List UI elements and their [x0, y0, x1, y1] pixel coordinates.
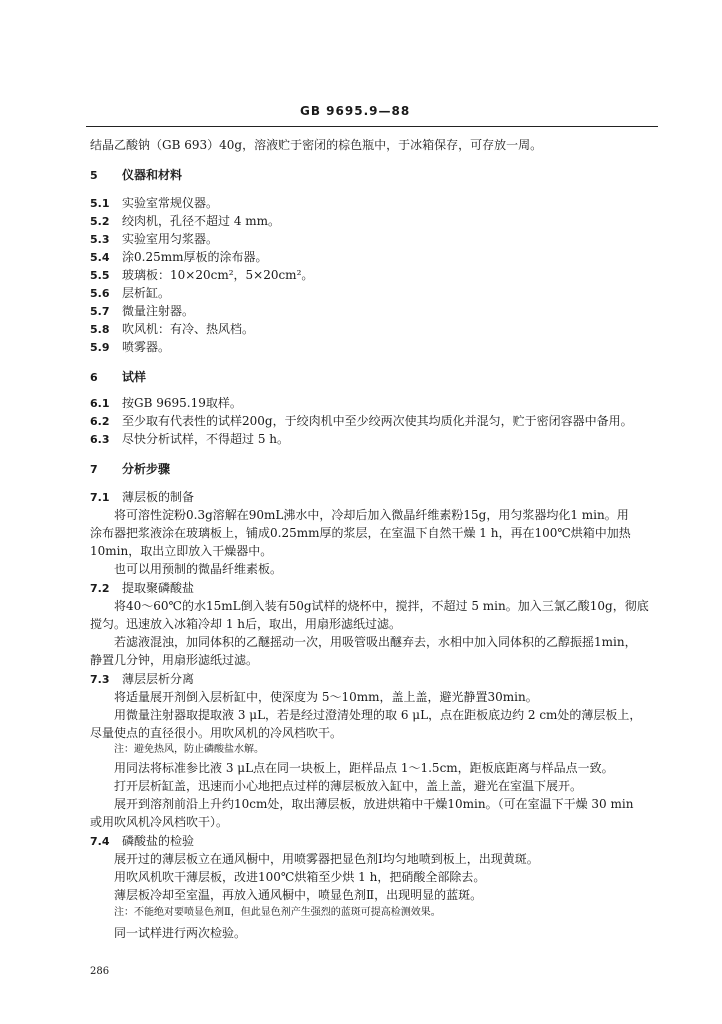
- paragraph-line: 将40～60℃的水15mL倒入装有50g试样的烧杯中，搅拌，不超过 5 min。加入三氯乙酸10g，彻底: [114, 599, 649, 613]
- subsection-number: 7.3: [90, 673, 110, 686]
- section-number: 5: [90, 169, 98, 182]
- list-item-5-2: [90, 214, 280, 229]
- section-6-heading: [90, 370, 146, 385]
- list-item-6-3: [90, 432, 289, 447]
- item-text: 吹风机：有冷、热风档。: [122, 322, 255, 336]
- item-text: 至少取有代表性的试样200g，于绞肉机中至少绞两次使其均质化并混匀，贮于密闭容器中备用。: [122, 414, 633, 428]
- item-text: 层析缸。: [122, 286, 171, 300]
- item-number: 5.9: [90, 341, 110, 354]
- paragraph-line: 用同法将标准参比液 3 μL点在同一块板上，距样品点 1～1.5cm，距板底距离与样品点一致。: [114, 761, 614, 775]
- subsection-number: 7.1: [90, 491, 110, 504]
- section-title: 试样: [122, 370, 147, 384]
- item-text: 尽快分析试样，不得超过 5 h。: [122, 432, 289, 446]
- paragraph-line: 薄层板冷却至室温，再放入通风橱中，喷显色剂Ⅱ，出现明显的蓝斑。: [114, 888, 483, 902]
- paragraph-line: 打开层析缸盖，迅速而小心地把点过样的薄层板放入缸中，盖上盖，避光在室温下展开。: [114, 779, 583, 793]
- item-text: 玻璃板：10×20cm²，5×20cm²。: [122, 268, 314, 282]
- item-text: 涂0.25mm厚板的涂布器。: [122, 250, 268, 264]
- section-7-heading: [90, 462, 170, 477]
- subsection-7-1-heading: [90, 490, 194, 505]
- page-number: 286: [90, 966, 110, 977]
- header-rule: [86, 126, 658, 127]
- paragraph-line: 同一试样进行两次检验。: [114, 926, 247, 940]
- item-number: 6.2: [90, 415, 110, 428]
- list-item-5-5: [90, 268, 313, 283]
- note-line: 注：避免热风，防止磷酸盐水解。: [114, 744, 264, 755]
- subsection-number: 7.4: [90, 835, 110, 848]
- list-item-5-6: [90, 286, 170, 301]
- item-text: 绞肉机，孔径不超过 4 mm。: [122, 214, 281, 228]
- item-number: 5.5: [90, 269, 110, 282]
- list-item-5-8: [90, 322, 254, 337]
- subsection-7-4-heading: [90, 834, 194, 849]
- section-title: 仪器和材料: [122, 168, 183, 182]
- item-number: 5.8: [90, 323, 110, 336]
- item-number: 5.1: [90, 197, 110, 210]
- paragraph-line: 将适量展开剂倒入层析缸中，使深度为 5～10mm，盖上盖，避光静置30min。: [114, 690, 538, 704]
- item-text: 实验室常规仪器。: [122, 196, 219, 210]
- paragraph-line: 展开到溶剂前沿上升约10cm处，取出薄层板，放进烘箱中干燥10min。（可在室温下干燥 30 min: [114, 797, 634, 811]
- intro-line: 结晶乙酸钠（GB 693）40g，溶液贮于密闭的棕色瓶中，于冰箱保存，可存放一周。: [90, 138, 543, 152]
- subsection-title: 薄层层析分离: [122, 672, 195, 686]
- list-item-5-7: [90, 304, 194, 319]
- paragraph-line: 涂布器把浆液涂在玻璃板上，铺成0.25mm厚的浆层，在室温下自然干燥 1 h，再在100℃烘箱中加热: [90, 526, 631, 540]
- paragraph-line: 10min，取出立即放入干燥器中。: [90, 544, 273, 558]
- subsection-7-3-heading: [90, 672, 194, 687]
- list-item-5-3: [90, 232, 218, 247]
- item-number: 6.3: [90, 433, 110, 446]
- paragraph-line: 若滤液混浊，加同体积的乙醚摇动一次，用吸管吸出醚弃去，水相中加入同体积的乙醇振摇1min，: [114, 635, 637, 649]
- list-item-6-1: [90, 396, 242, 411]
- item-number: 5.4: [90, 251, 110, 264]
- paragraph-line: 静置几分钟，用扇形滤纸过滤。: [90, 653, 259, 667]
- paragraph-line: 展开过的薄层板立在通风橱中，用喷雾器把显色剂Ⅰ均匀地喷到板上，出现黄斑。: [114, 852, 539, 866]
- subsection-title: 磷酸盐的检验: [122, 834, 195, 848]
- subsection-number: 7.2: [90, 582, 110, 595]
- item-text: 实验室用匀浆器。: [122, 232, 219, 246]
- item-text: 喷雾器。: [122, 340, 171, 354]
- page-header: GB 9695.9—88: [300, 104, 411, 118]
- list-item-5-1: [90, 196, 218, 211]
- list-item-6-2: [90, 414, 633, 429]
- section-title: 分析步骤: [122, 462, 171, 476]
- paragraph-line: 尽量使点的直径很小。用吹风机的冷风档吹干。: [90, 726, 343, 740]
- item-number: 5.2: [90, 215, 110, 228]
- item-number: 5.3: [90, 233, 110, 246]
- item-text: 按GB 9695.19取样。: [122, 396, 242, 410]
- item-text: 微量注射器。: [122, 304, 195, 318]
- paragraph-line: 或用吹风机冷风档吹干）。: [90, 815, 229, 829]
- item-number: 5.6: [90, 287, 110, 300]
- list-item-5-4: [90, 250, 267, 265]
- subsection-title: 提取聚磷酸盐: [122, 581, 195, 595]
- section-number: 7: [90, 463, 98, 476]
- paragraph-line: 将可溶性淀粉0.3g溶解在90mL沸水中，冷却后加入微晶纤维素粉15g，用匀浆器均化1 min。用: [114, 508, 629, 522]
- item-number: 5.7: [90, 305, 110, 318]
- section-5-heading: [90, 168, 182, 183]
- list-item-5-9: [90, 340, 170, 355]
- section-number: 6: [90, 371, 98, 384]
- item-number: 6.1: [90, 397, 110, 410]
- subsection-7-2-heading: [90, 581, 194, 596]
- note-line: 注：不能绝对要喷显色剂Ⅱ，但此显色剂产生强烈的蓝斑可提高检测效果。: [114, 907, 441, 918]
- paragraph-line: 用微量注射器取提取液 3 μL，若是经过澄清处理的取 6 μL，点在距板底边约 2 cm处的薄层板上，: [114, 708, 642, 722]
- paragraph-line: 搅匀。迅速放入冰箱冷却 1 h后，取出，用扇形滤纸过滤。: [90, 617, 401, 631]
- paragraph-line: 用吹风机吹干薄层板，改进100℃烘箱至少烘 1 h，把硝酸全部除去。: [114, 870, 486, 884]
- paragraph-line: 也可以用预制的微晶纤维素板。: [114, 562, 283, 576]
- subsection-title: 薄层板的制备: [122, 490, 195, 504]
